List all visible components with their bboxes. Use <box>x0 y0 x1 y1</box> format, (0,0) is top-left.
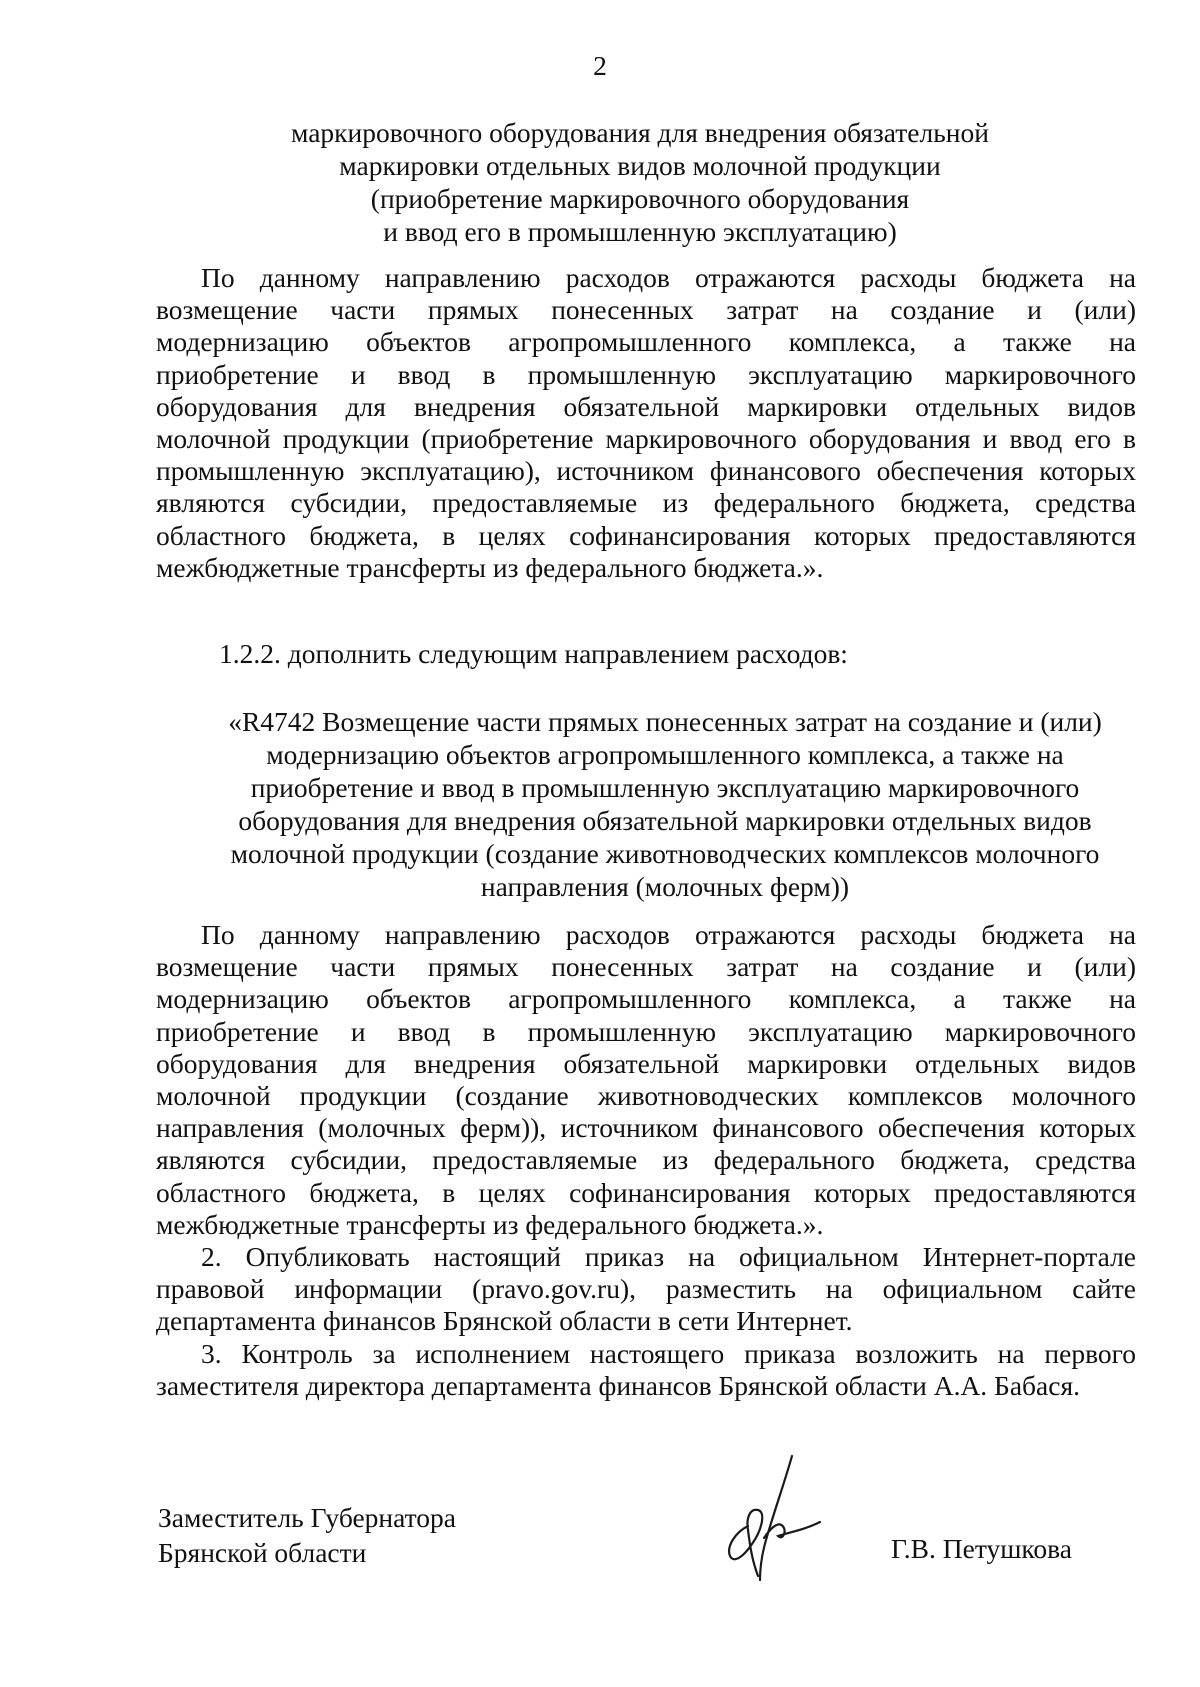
heading-line: и ввод его в промышленную эксплуатацию) <box>383 216 897 247</box>
section-heading <box>160 116 1120 248</box>
paragraph-line: 2. Опубликовать настоящий приказ на официальном Интернет-портале <box>201 1241 1136 1272</box>
heading-line: маркировочного оборудования для внедрения обязательной <box>291 117 989 148</box>
paragraph-line: молочной продукции (приобретение маркировочного оборудования и ввод его в <box>156 423 1136 455</box>
paragraph-line: являются субсидии, предоставляемые из федерального бюджета, средства <box>156 487 1136 519</box>
paragraph-line: областного бюджета, в целях софинансирования которых предоставляются <box>156 1176 1136 1208</box>
expense-code-block <box>215 705 1115 903</box>
heading-line: (приобретение маркировочного оборудования <box>370 183 910 214</box>
paragraph-line: межбюджетные трансферты из федерального бюджета.». <box>156 1208 824 1240</box>
paragraph-line: областного бюджета, в целях софинансирования которых предоставляются <box>156 519 1136 551</box>
code-block-line: направления (молочных ферм)) <box>480 871 850 902</box>
paragraph-line: межбюджетные трансферты из федерального бюджета.». <box>156 551 824 583</box>
code-block-line: молочной продукции (создание животноводческих комплексов молочного <box>230 838 1100 869</box>
paragraph-2 <box>156 919 1136 1241</box>
paragraph-line: промышленную эксплуатацию), источником финансового обеспечения которых <box>156 455 1136 487</box>
paragraph-line: По данному направлению расходов отражаются расходы бюджета на <box>201 262 1136 293</box>
paragraph-line: оборудования для внедрения обязательной маркировки отдельных видов <box>156 390 1136 422</box>
paragraph-line: направления (молочных ферм)), источником финансового обеспечения которых <box>156 1112 1136 1144</box>
paragraph-line: заместителя директора департамента финансов Брянской области А.А. Бабася. <box>156 1370 1080 1402</box>
paragraph-1 <box>156 262 1136 584</box>
signatory-position-line: Брянской области <box>158 1537 367 1568</box>
page-number: 2 <box>593 50 607 81</box>
code-block-line: «R4742 Возмещение части прямых понесенных затрат на создание и (или) <box>228 706 1102 737</box>
paragraph-line: являются субсидии, предоставляемые из федерального бюджета, средства <box>156 1144 1136 1176</box>
paragraph-line: возмещение части прямых понесенных затрат на создание и (или) <box>156 294 1136 326</box>
paragraph-line: оборудования для внедрения обязательной маркировки отдельных видов <box>156 1047 1136 1079</box>
paragraph-3 <box>156 1241 1136 1338</box>
paragraph-line: возмещение части прямых понесенных затрат на создание и (или) <box>156 951 1136 983</box>
paragraph-line: правовой информации (pravo.gov.ru), разместить на официальном сайте <box>156 1273 1136 1305</box>
signatory-position <box>158 1500 456 1570</box>
paragraph-line: приобретение и ввод в промышленную эксплуатацию маркировочного <box>156 1015 1136 1047</box>
paragraph-line: молочной продукции (создание животноводческих комплексов молочного <box>156 1080 1136 1112</box>
code-block-line: оборудования для внедрения обязательной маркировки отдельных видов <box>238 805 1092 836</box>
paragraph-line: 3. Контроль за исполнением настоящего приказа возложить на первого <box>201 1338 1136 1369</box>
paragraph-line: модернизацию объектов агропромышленного комплекса, а также на <box>156 326 1136 358</box>
paragraph-line: приобретение и ввод в промышленную эксплуатацию маркировочного <box>156 358 1136 390</box>
paragraph-line: модернизацию объектов агропромышленного комплекса, а также на <box>156 983 1136 1015</box>
item-1-2-2: 1.2.2. дополнить следующим направлением расходов: <box>219 638 848 669</box>
paragraph-line: департамента финансов Брянской области в сети Интернет. <box>156 1305 853 1337</box>
code-block-line: модернизацию объектов агропромышленного комплекса, а также на <box>266 739 1064 770</box>
paragraph-4 <box>156 1338 1136 1402</box>
handwritten-signature-icon <box>700 1448 840 1588</box>
signatory-name: Г.В. Петушкова <box>891 1533 1072 1564</box>
heading-line: маркировки отдельных видов молочной продукции <box>339 150 941 181</box>
code-block-line: приобретение и ввод в промышленную эксплуатацию маркировочного <box>250 772 1080 803</box>
paragraph-line: По данному направлению расходов отражаются расходы бюджета на <box>201 919 1136 950</box>
signatory-position-line: Заместитель Губернатора <box>158 1502 456 1533</box>
